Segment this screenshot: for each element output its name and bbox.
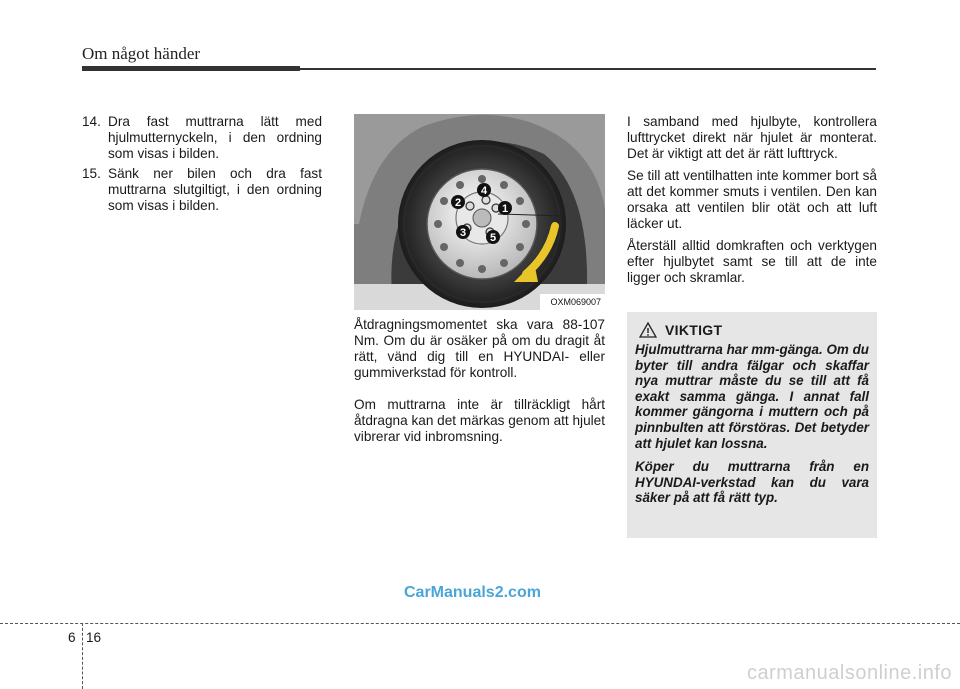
step-text: Sänk ner bilen och dra fast muttrarna slutgiltigt, i den ordning som visas i bilden. <box>108 166 322 213</box>
nut-label-2: 2 <box>454 197 462 209</box>
torque-paragraph: Åtdragningsmomentet ska vara 88-107 Nm. Om du är osäker på om du dragit åt rätt, vänd dig till en HYUNDAI- eller gummiverkstad för kontroll. <box>354 317 605 380</box>
footer-divider <box>82 623 83 689</box>
step-item <box>82 114 322 162</box>
page-number: 16 <box>86 630 102 645</box>
nut-label-1: 1 <box>501 203 509 215</box>
wheel-drawing <box>354 114 605 310</box>
footer-rule <box>0 623 960 624</box>
page-header-title: Om något händer <box>82 44 201 63</box>
step-text: Dra fast muttrarna lätt med hjulmutternyckeln, i den ordning som visas i bilden. <box>108 114 322 161</box>
warning-triangle-icon <box>639 322 657 338</box>
warning-title: VIKTIGT <box>665 322 723 338</box>
vibration-paragraph: Om muttrarna inte är tillräckligt hårt åtdragna kan det märkas genom att hjulet vibrerar vid inbromsning. <box>354 397 605 444</box>
warning-box <box>627 312 877 538</box>
nut-label-5: 5 <box>489 232 497 244</box>
valve-paragraph: Se till att ventilhatten inte kommer bort så att det kommer smuts i ventilen. Den kan orsaka att ventilen blir otät och att luft läcker ut. <box>627 168 877 231</box>
pressure-paragraph: I samband med hjulbyte, kontrollera lufttrycket direkt när hjulet är monterat. Det är viktigt att det är rätt lufttryck. <box>627 114 877 161</box>
warning-text: Hjulmuttrarna har mm-gänga. Om du byter till andra fälgar och skaffar nya muttrar måste du se till att få exakt samma gänga. I annat fall kommer gängorna i muttern och på pinnbulten att förstöras. Det betyder att hjulet kan lossna. <box>635 342 869 451</box>
tools-paragraph: Återställ alltid domkraften och verktygen efter hjulbytet samt se till att de inte ligger och skramlar. <box>627 238 877 285</box>
figure-code: OXM069007 <box>550 297 601 307</box>
center-cap <box>473 209 491 227</box>
site-watermark: carmanualsonline.info <box>746 662 952 684</box>
step-number: 15. <box>82 166 101 181</box>
step-item <box>82 166 322 214</box>
step-number: 14. <box>82 114 101 129</box>
warning-text: Köper du muttrarna från en HYUNDAI-verkstad kan du vara säker på att få rätt typ. <box>635 459 869 506</box>
header-rule-thin <box>300 68 876 70</box>
watermark-link[interactable]: CarManuals2.com <box>404 584 541 601</box>
nut-label-3: 3 <box>459 227 467 239</box>
middle-column <box>354 317 605 461</box>
warning-header <box>639 322 869 338</box>
nut-label-4: 4 <box>480 185 488 197</box>
right-column <box>627 114 877 292</box>
steps-column <box>82 114 322 218</box>
section-number: 6 <box>68 630 76 645</box>
wheel-illustration <box>354 114 605 310</box>
header-rule-thick <box>82 66 300 71</box>
